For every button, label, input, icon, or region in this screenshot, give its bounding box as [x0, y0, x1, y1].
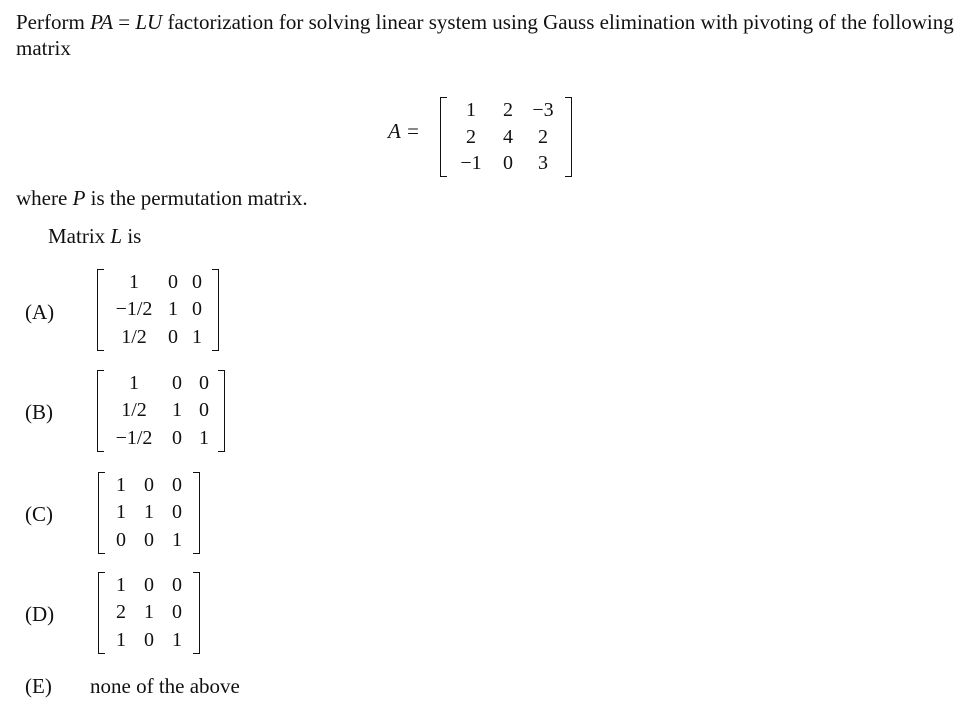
subq-text-rest: is: [122, 224, 142, 248]
matrix-cell: 1: [172, 528, 182, 551]
matrix-cell: 2: [538, 125, 548, 148]
matrix-cell: 0: [168, 325, 178, 348]
matrix-a: [440, 97, 572, 177]
matrix-row: [107, 572, 191, 599]
intro-text: Perform: [16, 10, 91, 34]
matrix-cell: 0: [192, 298, 202, 321]
matrix-cell: 1: [129, 372, 139, 395]
matrix-cell: −1/2: [115, 298, 153, 321]
matrix-cell: 0: [144, 474, 154, 497]
matrix-cell: 2: [116, 601, 126, 624]
matrix-cell: 3: [538, 152, 548, 175]
matrix-cell: 0: [172, 426, 182, 449]
where-text-rest: is the permutation matrix.: [85, 186, 308, 210]
matrix-cell: −3: [532, 98, 554, 121]
matrix-row: [107, 599, 191, 626]
matrix-cell: 2: [503, 98, 513, 121]
option-e-label[interactable]: (E): [25, 674, 52, 698]
option-c-label[interactable]: (C): [25, 502, 53, 526]
matrix-a-row: [449, 97, 563, 124]
matrix-cell: 0: [172, 372, 182, 395]
option-a-matrix[interactable]: [97, 269, 219, 351]
matrix-cell: 0: [172, 601, 182, 624]
matrix-cell: 1: [116, 628, 126, 651]
matrix-cell: 4: [503, 125, 513, 148]
matrix-cell: 0: [192, 271, 202, 294]
question-intro: [16, 9, 960, 61]
matrix-cell: −1/2: [115, 426, 153, 449]
matrix-cell: 0: [172, 474, 182, 497]
matrix-cell: −1: [460, 152, 482, 175]
matrix-cell: 0: [168, 271, 178, 294]
option-d-label[interactable]: (D): [25, 602, 55, 626]
matrix-cell: 0: [503, 152, 513, 175]
matrix-cell: 2: [466, 125, 476, 148]
intro-math-pa: PA: [90, 10, 114, 34]
matrix-cell: 1: [199, 426, 209, 449]
where-text: where: [16, 186, 73, 210]
matrix-cell: 1: [116, 474, 126, 497]
matrix-cell: 1: [144, 601, 154, 624]
matrix-cell: 1: [192, 325, 202, 348]
matrix-row: [107, 527, 191, 554]
matrix-cell: 1: [144, 501, 154, 524]
matrix-cell: 1/2: [121, 325, 147, 348]
where-line: [16, 185, 308, 211]
matrix-row: [106, 324, 210, 351]
matrix-cell: 0: [199, 399, 209, 422]
matrix-a-row: [449, 124, 563, 151]
subq-var-l: L: [110, 224, 123, 248]
option-d-matrix[interactable]: [98, 572, 200, 654]
option-e-text[interactable]: none of the above: [90, 674, 240, 698]
matrix-cell: 0: [116, 528, 126, 551]
option-a-label[interactable]: (A): [25, 300, 55, 324]
matrix-row: [106, 296, 210, 323]
matrix-cell: 1: [466, 98, 476, 121]
matrix-cell: 0: [172, 574, 182, 597]
matrix-row: [107, 499, 191, 526]
matrix-cell: 0: [172, 501, 182, 524]
where-var-p: P: [72, 186, 86, 210]
matrix-row: [106, 370, 216, 397]
option-b-label[interactable]: (B): [25, 400, 53, 424]
intro-equals: =: [113, 10, 136, 34]
matrix-cell: 0: [144, 574, 154, 597]
matrix-cell: 1: [172, 399, 182, 422]
option-c-matrix[interactable]: [98, 472, 200, 554]
option-b-matrix[interactable]: [97, 370, 225, 452]
matrix-a-label-text: A =: [388, 119, 420, 143]
matrix-cell: 1: [116, 574, 126, 597]
intro-text-rest: factorization for solving linear system using Gauss elimination with pivoting of the following matrix: [16, 10, 954, 60]
matrix-row: [106, 269, 210, 296]
matrix-cell: 1: [168, 298, 178, 321]
intro-math-lu: LU: [135, 10, 163, 34]
matrix-row: [107, 472, 191, 499]
matrix-a-row: [449, 150, 563, 177]
matrix-cell: 1/2: [121, 399, 147, 422]
matrix-cell: 1: [129, 271, 139, 294]
matrix-cell: 0: [144, 528, 154, 551]
matrix-cell: 1: [116, 501, 126, 524]
matrix-cell: 1: [172, 628, 182, 651]
subq-text: Matrix: [48, 224, 111, 248]
matrix-row: [107, 627, 191, 654]
matrix-cell: 0: [199, 372, 209, 395]
matrix-a-label: [388, 118, 420, 144]
matrix-row: [106, 425, 216, 452]
matrix-cell: 0: [144, 628, 154, 651]
subquestion: [48, 223, 141, 249]
matrix-row: [106, 397, 216, 424]
